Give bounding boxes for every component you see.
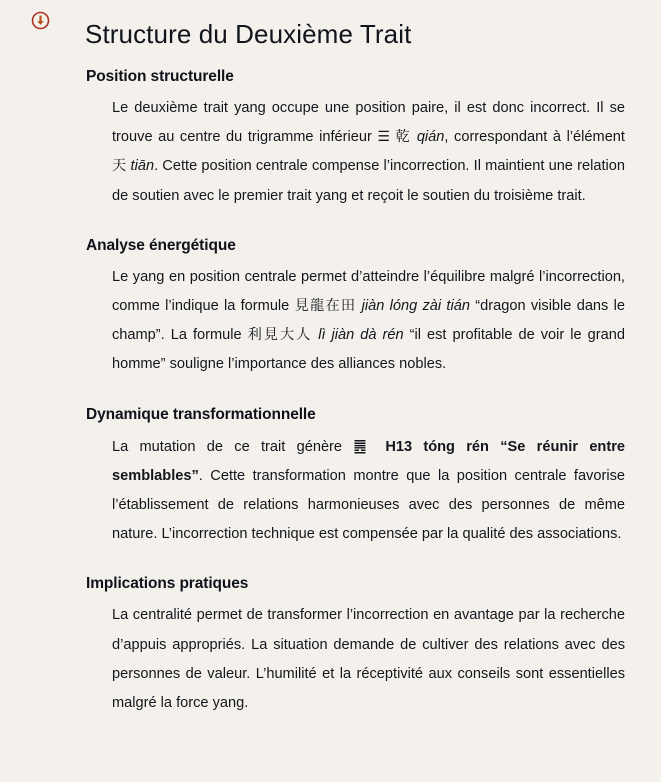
section-body: La mutation de ce trait génère ䷌ H13 tóng rén “Se réunir entre semblables”. Cette transformation montre que la position centrale favorise l’établissement de relations harmonieuses avec des personnes de même nature. L’incorrection technique est compensée par la qualité des associations. <box>112 436 626 543</box>
inline-pinyin: tiān <box>130 158 155 175</box>
inline-hexagram: ䷌ <box>353 436 375 455</box>
inline-pinyin: lì jiàn dà rén <box>318 327 404 344</box>
inline-pinyin: qián <box>416 129 445 146</box>
inline-han: 利見大人 <box>247 327 313 344</box>
section-heading: Dynamique transformationnelle <box>86 405 316 423</box>
page-title: Structure du Deuxième Trait <box>85 19 412 50</box>
inline-pinyin: jiàn lóng zài tián <box>361 298 470 315</box>
section-heading: Analyse énergétique <box>86 236 236 254</box>
circle-arrow-down-icon[interactable] <box>31 11 50 30</box>
section-analyse-energetique <box>0 237 661 380</box>
section-position-structurelle <box>0 68 661 211</box>
inline-strong: H13 tóng rén “Se réunir entre semblables” <box>112 438 626 484</box>
inline-trigram: ☰ <box>377 129 390 146</box>
document-content <box>0 68 661 718</box>
inline-han: 見龍在田 <box>294 298 357 315</box>
document-header <box>0 0 661 52</box>
section-body: La centralité permet de transformer l’incorrection en avantage par la recherche d’appuis appropriés. La situation demande de cultiver des relations avec des personnes de valeur. L’humilité et la réceptivité aux conseils sont essentielles malgré la force yang. <box>112 607 625 712</box>
section-heading: Implications pratiques <box>86 575 249 593</box>
section-dynamique-transformationnelle <box>0 406 661 550</box>
section-heading: Position structurelle <box>86 68 234 85</box>
section-implications-pratiques <box>0 575 661 718</box>
inline-han: 乾 <box>395 129 412 146</box>
inline-han: 天 <box>112 158 127 175</box>
section-body: Le yang en position centrale permet d’atteindre l’équilibre malgré l’incorrection, comme l’indique la formule 見龍在田 jiàn lóng zài tián “dragon visible dans le champ”. La formule 利見大人 lì jiàn dà rén “il est profitable de voir le grand homme” souligne l’importance des alliances nobles. <box>112 268 625 373</box>
section-body: Le deuxième trait yang occupe une position paire, il est donc incorrect. Il se trouve au centre du trigramme inférieur ☰ 乾 qián, correspondant à l’élément 天 tiān. Cette position centrale compense l’incorrection. Il maintient une relation de soutien avec le premier trait yang et reçoit le soutien du troisième trait. <box>112 100 625 204</box>
